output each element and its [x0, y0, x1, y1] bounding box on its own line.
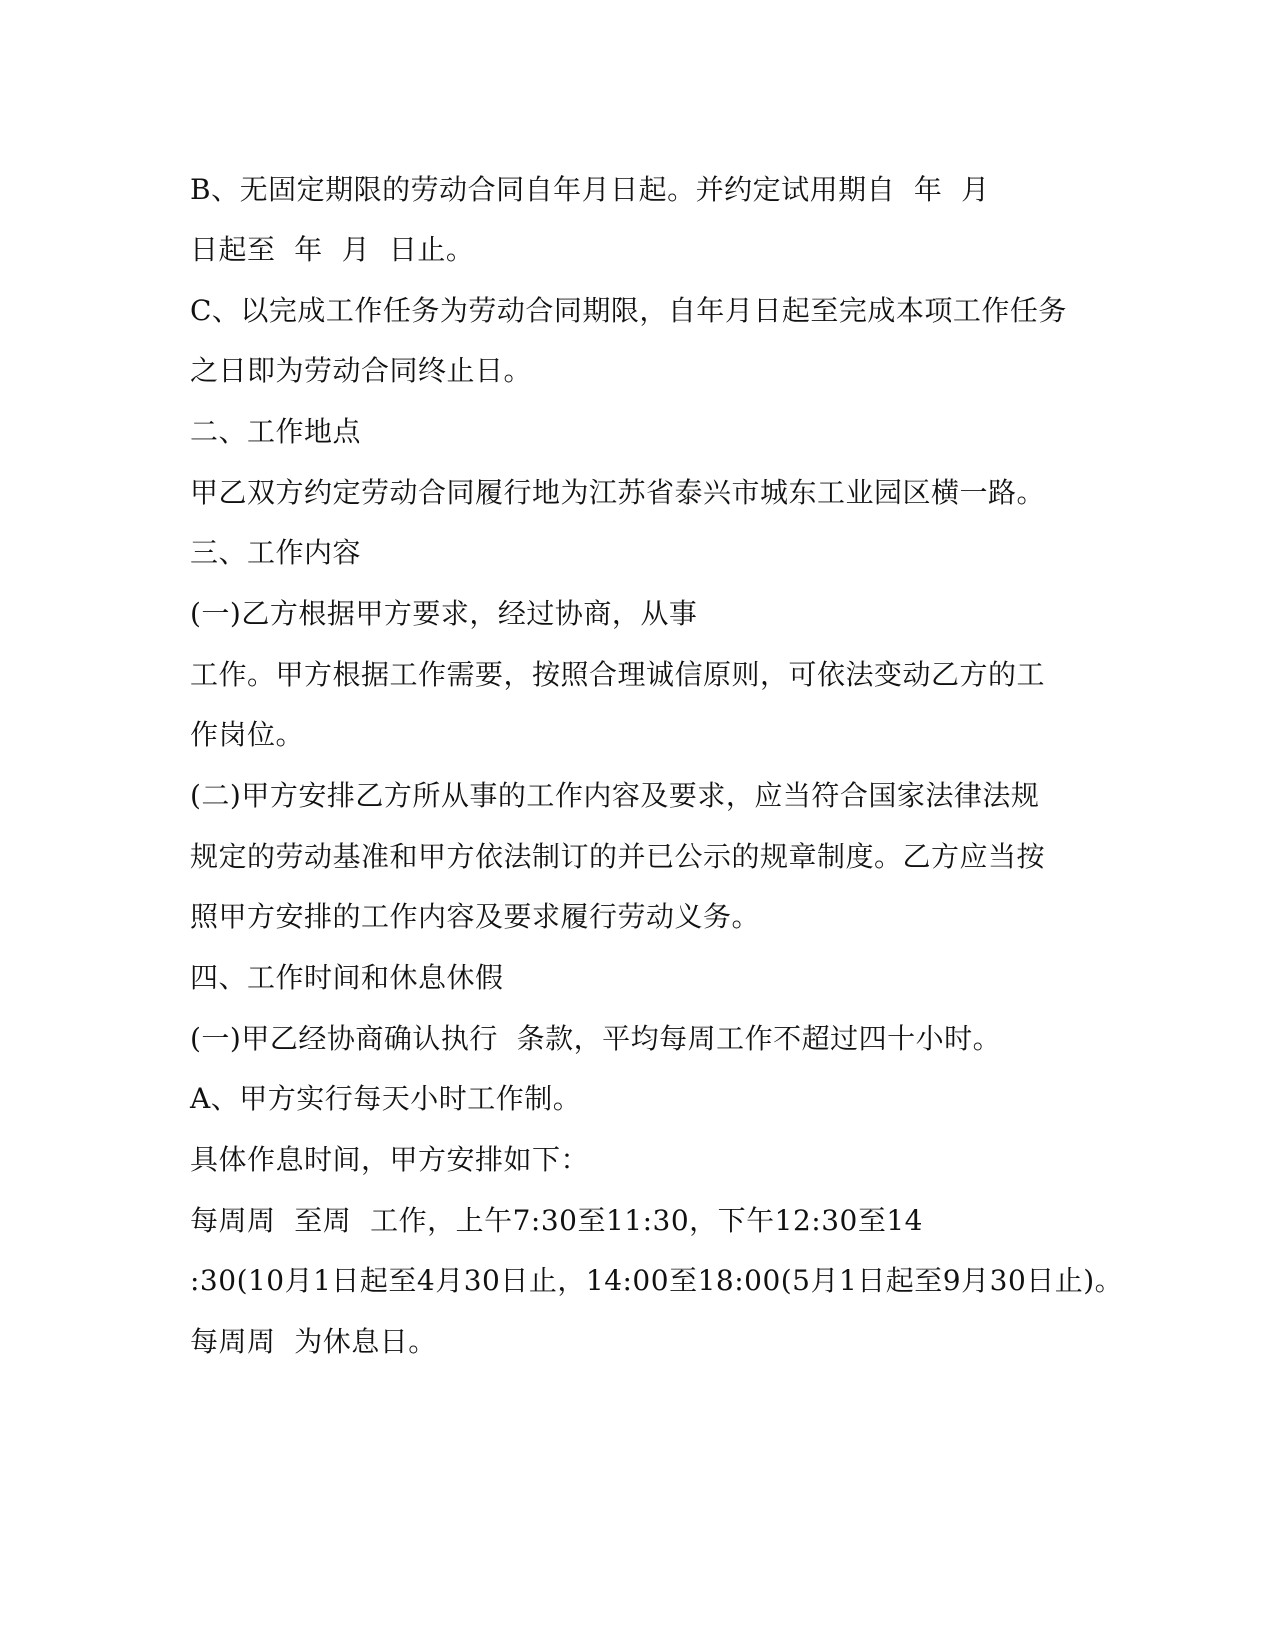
section-heading-work-content: 三、工作内容 — [190, 536, 362, 569]
section-heading-work-hours: 四、工作时间和休息休假 — [190, 961, 504, 994]
paragraph-line-10: 作岗位。 — [190, 718, 305, 751]
paragraph-line-6: 甲乙双方约定劳动合同履行地为江苏省泰兴市城东工业园区横一路。 — [190, 476, 1046, 509]
section-heading-work-location: 二、工作地点 — [190, 415, 362, 448]
paragraph-line-3: C、以完成工作任务为劳动合同期限，自年月日起至完成本项工作任务 — [190, 294, 1067, 327]
paragraph-line-16: A、甲方实行每天小时工作制。 — [190, 1082, 582, 1115]
paragraph-line-18: 每周周 至周 工作，上午7:30至11:30，下午12:30至14 — [190, 1204, 923, 1237]
paragraph-line-2: 日起至 年 月 日止。 — [190, 233, 475, 266]
paragraph-line-15: (一)甲乙经协商确认执行 条款，平均每周工作不超过四十小时。 — [190, 1022, 1002, 1055]
paragraph-line-9: 工作。甲方根据工作需要，按照合理诚信原则，可依法变动乙方的工 — [190, 658, 1046, 691]
paragraph-line-13: 照甲方安排的工作内容及要求履行劳动义务。 — [190, 900, 761, 933]
paragraph-line-1: B、无固定期限的劳动合同自年月日起。并约定试用期自 年 月 — [190, 173, 990, 206]
paragraph-line-11: (二)甲方安排乙方所从事的工作内容及要求，应当符合国家法律法规 — [190, 779, 1040, 812]
paragraph-line-8: (一)乙方根据甲方要求，经过协商，从事 — [190, 597, 698, 630]
paragraph-line-19: :30(10月1日起至4月30日止，14:00至18:00(5月1日起至9月30日止)。 — [190, 1264, 1124, 1297]
paragraph-line-4: 之日即为劳动合同终止日。 — [190, 354, 533, 387]
paragraph-line-20: 每周周 为休息日。 — [190, 1325, 437, 1358]
paragraph-line-12: 规定的劳动基准和甲方依法制订的并已公示的规章制度。乙方应当按 — [190, 840, 1046, 873]
paragraph-line-17: 具体作息时间，甲方安排如下： — [190, 1143, 590, 1176]
